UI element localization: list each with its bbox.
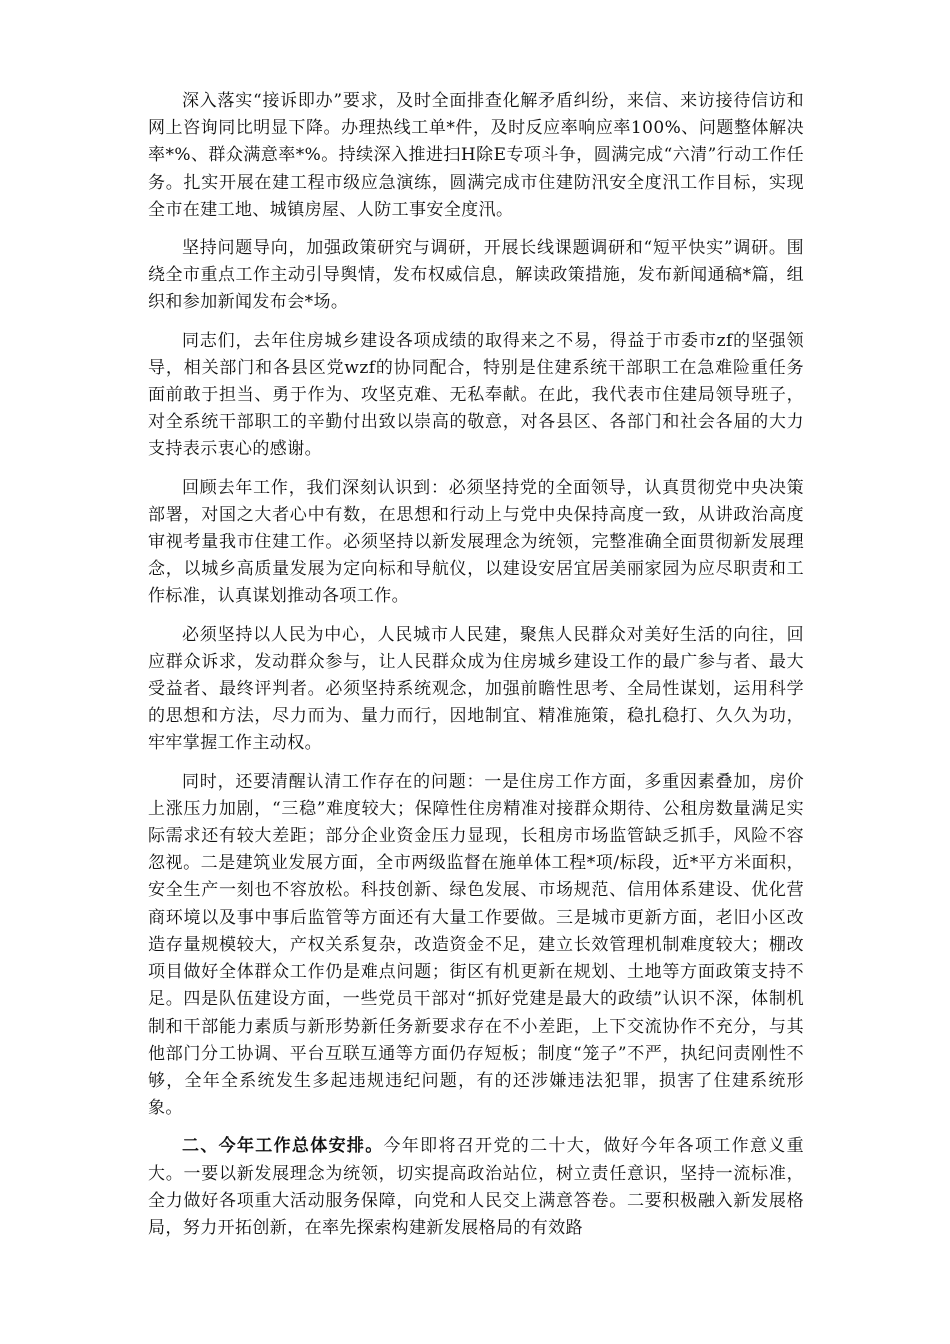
document-page: [148, 88, 804, 1253]
paragraph-section-two: [148, 1133, 804, 1242]
paragraph-acknowledgement: 同志们，去年住房城乡建设各项成绩的取得来之不易，得益于市委市zf的坚强领导，相关部门和各县区党wzf的协同配合，特别是住建系统干部职工在急难险重任务面前敢于担当、勇于作为、攻坚克难、无私奉献。在此，我代表市住建局领导班子，对全系统干部职工的辛勤付出致以崇高的敬意，对各县区、各部门和社会各届的大力支持表示衷心的感谢。: [148, 330, 804, 460]
paragraph-complaint-handling: 深入落实“接诉即办”要求，及时全面排查化解矛盾纠纷，来信、来访接待信访和网上咨询同比明显下降。办理热线工单*件，及时反应率响应率100%、问题整体解决率*%、群众满意率*%。持续深入推进扫H除E专项斗争，圆满完成“六清”行动工作任务。扎实开展在建工程市级应急演练，圆满完成市住建防汛安全度汛工作目标，实现全市在建工地、城镇房屋、人防工事安全度汛。: [148, 91, 804, 220]
paragraph-policy-research: 坚持问题导向，加强政策研究与调研，开展长线课题调研和“短平快实”调研。围绕全市重点工作主动引导舆情，发布权威信息，解读政策措施，发布新闻通稿*篇，组织和参加新闻发布会*场。: [148, 238, 804, 313]
paragraph-existing-problems: 同时，还要清醒认清工作存在的问题：一是住房工作方面，多重因素叠加，房价上涨压力加剧，“三稳”难度较大；保障性住房精准对接群众期待、公租房数量满足实际需求还有较大差距；部分企业资金压力显现，长租房市场监管缺乏抓手，风险不容忽视。二是建筑业发展方面，全市两级监督在施单体工程*项/标段，近*平方米面积，安全生产一刻也不容放松。科技创新、绿色发展、市场规范、信用体系建设、优化营商环境以及事中事后监管等方面还有大量工作要做。三是城市更新方面，老旧小区改造存量规模较大，产权关系复杂，改造资金不足，建立长效管理机制难度较大；棚改项目做好全体群众工作仍是难点问题；街区有机更新在规划、土地等方面政策支持不足。四是队伍建设方面，一些党员干部对“抓好党建是最大的政绩”认识不深，体制机制和干部能力素质与新形势新任务新要求存在不小差距，上下交流协作不充分，与其他部门分工协调、平台互联互通等方面仍存短板；制度“笼子”不严，执纪问责刚性不够，全年全系统发生多起违规违纪问题，有的还涉嫌违法犯罪，损害了住建系统形象。: [148, 771, 804, 1119]
section-two-body: 今年即将召开党的二十大，做好今年各项工作意义重大。一要以新发展理念为统领，切实提高政治站位，树立责任意识，坚持一流标准，全力做好各项重大活动服务保障，向党和人民交上满意答卷。二要积极融入新发展格局，努力开拓创新，在率先探索构建新发展格局的有效路: [148, 1136, 804, 1238]
section-two-heading: 二、今年工作总体安排。: [182, 1136, 384, 1157]
paragraph-review-lessons: 回顾去年工作，我们深刻认识到：必须坚持党的全面领导，认真贯彻党中央决策部署，对国之大者心中有数，在思想和行动上与党中央保持高度一致，从讲政治高度审视考量我市住建工作。必须坚持以新发展理念为统领，完整准确全面贯彻新发展理念，以城乡高质量发展为定向标和导航仪，以建设安居宜居美丽家园为应尽职责和工作标准，认真谋划推动各项工作。: [148, 477, 804, 607]
paragraph-people-centered: 必须坚持以人民为中心，人民城市人民建，聚焦人民群众对美好生活的向往，回应群众诉求，发动群众参与，让人民群众成为住房城乡建设工作的最广参与者、最大受益者、最终评判者。必须坚持系统观念，加强前瞻性思考、全局性谋划，运用科学的思想和方法，尽力而为、量力而行，因地制宜、精准施策，稳扎稳打、久久为功，牢牢掌握工作主动权。: [148, 624, 804, 754]
